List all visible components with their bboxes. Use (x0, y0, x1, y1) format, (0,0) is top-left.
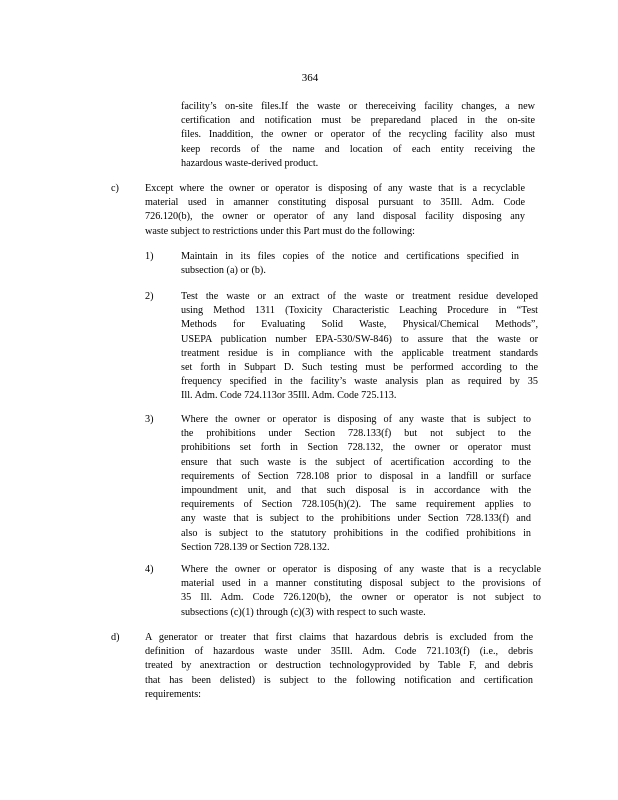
text-line: Methods for Evaluating Solid Waste, Physical/Chemical Methods”, (181, 319, 538, 331)
text-line: treatment residue is in compliance with the applicable treatment standards (181, 347, 538, 359)
text-line: the prohibitions under Section 728.133(f) but not subject to the (181, 428, 531, 440)
text-line: Except where the owner or operator is disposing of any waste that is a recyclable (145, 183, 525, 194)
text-line: Where the owner or operator is disposing of any waste that is a recyclable (181, 564, 541, 575)
text-line: treated by anextraction or destruction technologyprovided by Table F, and debris (145, 660, 533, 672)
text-line: facility’s on-site files.If the waste or thereceiving facility changes, a new (181, 101, 535, 112)
text-line: A generator or treater that first claims that hazardous debris is excluded from the (145, 632, 533, 643)
section-d-marker: d) (111, 632, 120, 643)
item-2-paragraph (181, 290, 538, 404)
item-3-marker: 3) (145, 414, 154, 425)
text-line: keep records of the name and location of each entity receiving the (181, 143, 535, 155)
text-line: also is subject to the statutory prohibitions in the codified prohibitions in (181, 527, 531, 539)
text-line: material used in a manner constituting disposal subject to the provisions of (181, 578, 541, 590)
text-line: Section 728.139 or Section 728.132. (181, 541, 330, 553)
text-line: that has been delisted) is subject to the following notification and certification (145, 674, 533, 686)
item-3-paragraph (181, 413, 531, 555)
item-2-marker: 2) (145, 291, 154, 302)
text-line: subsections (c)(1) through (c)(3) with respect to such waste. (181, 606, 426, 618)
item-4-paragraph (181, 563, 541, 620)
section-d-paragraph (145, 631, 533, 702)
section-c-paragraph (145, 182, 525, 239)
text-line: 35 Ill. Adm. Code 726.120(b), the owner or operator is not subject to (181, 592, 541, 604)
text-line: Where the owner or operator is disposing of any waste that is subject to (181, 414, 531, 425)
text-line: Ill. Adm. Code 724.113or 35Ill. Adm. Code 725.113. (181, 390, 397, 402)
continuation-paragraph (181, 100, 535, 171)
page-number: 364 (301, 72, 319, 84)
item-1-paragraph (181, 250, 519, 278)
text-line: set forth in Subpart D. Such testing must be performed according to the (181, 362, 538, 374)
text-line: Maintain in its files copies of the notice and certifications specified in (181, 251, 519, 262)
text-line: certification and notification must be preparedand placed in the on-site (181, 115, 535, 127)
text-line: requirements of Section 728.105(h)(2). The same requirement applies to (181, 499, 531, 511)
text-line: prohibitions set forth in Section 728.132, the owner or operator must (181, 442, 531, 454)
text-line: Test the waste or an extract of the waste or treatment residue developed (181, 291, 538, 302)
text-line: any waste that is subject to the prohibitions under Section 728.133(f) and (181, 513, 531, 525)
text-line: material used in amanner constituting disposal pursuant to 35Ill. Adm. Code (145, 197, 525, 209)
text-line: ensure that such waste is the subject of acertification according to the (181, 456, 531, 468)
text-line: 726.120(b), the owner or operator of any land disposal facility disposing any (145, 211, 525, 223)
text-line: hazardous waste-derived product. (181, 157, 319, 169)
item-4-marker: 4) (145, 564, 154, 575)
item-1-marker: 1) (145, 251, 154, 262)
text-line: requirements of Section 728.108 prior to disposal in a landfill or surface (181, 470, 531, 482)
text-line: waste subject to restrictions under this Part must do the following: (145, 225, 415, 237)
text-line: impoundment unit, and that such disposal is in accordance with the (181, 485, 531, 497)
text-line: requirements: (145, 688, 202, 700)
text-line: USEPA publication number EPA-530/SW-846) to assure that the waste or (181, 333, 538, 345)
text-line: files. Inaddition, the owner or operator of the recycling facility also must (181, 129, 535, 141)
text-line: frequency specified in the facility’s waste analysis plan as required by 35 (181, 376, 538, 388)
text-line: subsection (a) or (b). (181, 265, 266, 277)
section-c-marker: c) (111, 183, 119, 194)
text-line: definition of hazardous waste under 35Ill. Adm. Code 721.103(f) (i.e., debris (145, 646, 533, 658)
text-line: using Method 1311 (Toxicity Characteristic Leaching Procedure in “Test (181, 305, 538, 317)
